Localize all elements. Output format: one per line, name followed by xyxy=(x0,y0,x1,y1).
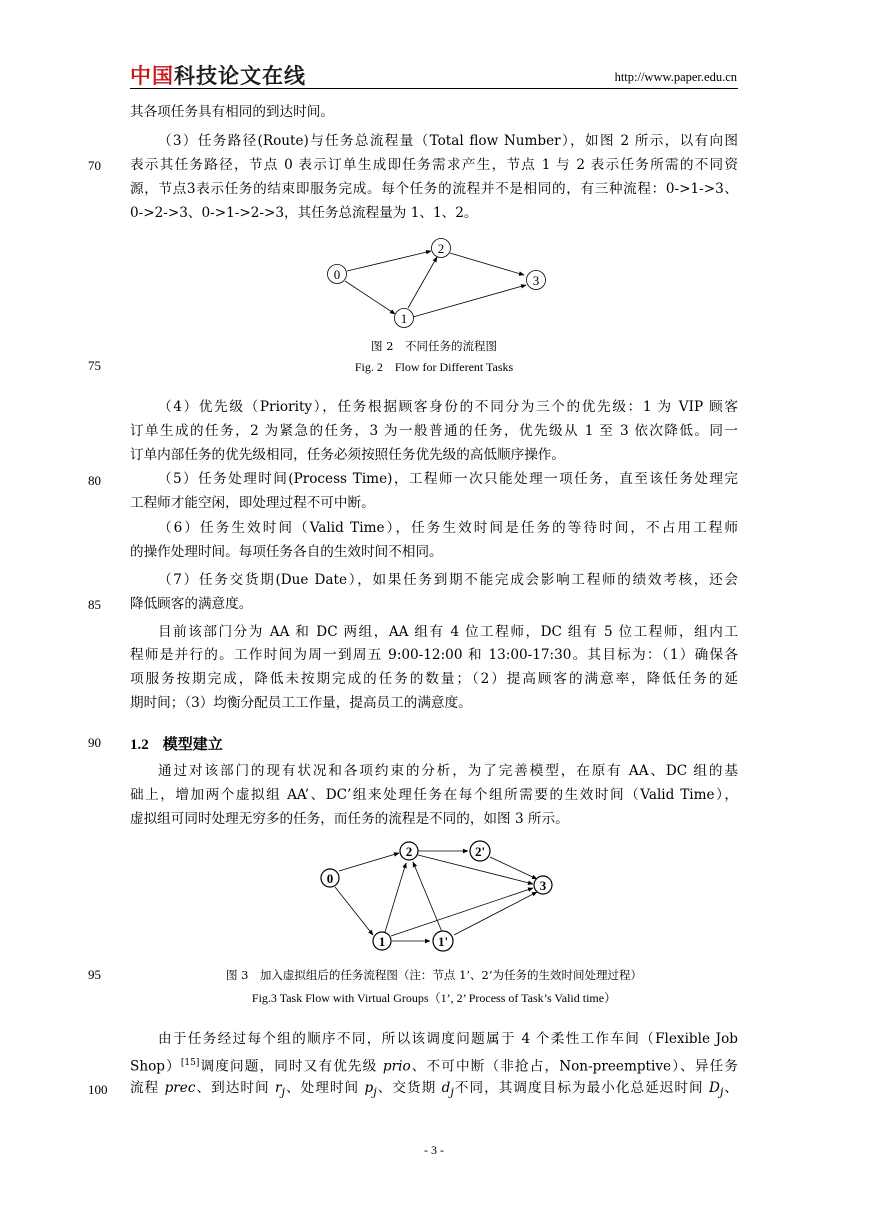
edge-0-2 xyxy=(347,251,431,271)
figure-2-caption-en: Fig. 2 Flow for Different Tasks xyxy=(354,360,514,374)
edge-2p-3 xyxy=(490,857,537,879)
node-0 xyxy=(328,265,347,284)
figure-2-caption-cn: 图 2 不同任务的流程图 xyxy=(371,339,497,353)
edge-1-2 xyxy=(385,863,406,932)
text-line: （4）优先级（Priority），任务根据顾客身份的不同分为三个的优先级：1 为 VIP 顾客 xyxy=(158,399,738,415)
text-line: 订单内部任务的优先级相同，任务必须按照任务优先级的高低顺序操作。 xyxy=(130,447,565,463)
node-1 xyxy=(395,309,414,328)
node-1 xyxy=(373,932,391,950)
svg-text:1: 1 xyxy=(378,934,386,949)
text-line: 订单生成的任务，2 为紧急的任务，3 为一般普通的任务，优先级从 1 至 3 依次降低。同一 xyxy=(130,423,738,439)
text-line: 目前该部门分为 AA 和 DC 两组，AA 组有 4 位工程师，DC 组有 5 位工程师，组内工 xyxy=(158,624,738,640)
edge-0-2 xyxy=(339,853,399,871)
header-divider xyxy=(130,88,738,89)
node-2 xyxy=(400,842,418,860)
edge-1p-2 xyxy=(413,862,442,932)
header-url[interactable]: http://www.paper.edu.cn xyxy=(614,70,737,84)
text-line: Shop）[15]调度问题，同时又有优先级 prio、不可中断（非抢占，Non-preemptive）、异任务 xyxy=(130,1058,738,1075)
edge-2-3 xyxy=(450,253,524,275)
text-line: 的操作处理时间。每项任务各自的生效时间不相同。 xyxy=(130,544,443,560)
line-number: 70 xyxy=(88,158,101,173)
line-number: 75 xyxy=(88,358,101,373)
text-line: 础上，增加两个虚拟组 AA’、DC’组来处理任务在每个组所需要的生效时间（Valid Time）， xyxy=(130,787,738,803)
svg-text:2: 2 xyxy=(405,844,413,859)
text-line: （7）任务交货期(Due Date），如果任务到期不能完成会影响工程师的绩效考核，还会 xyxy=(158,572,738,588)
figure-3-flow-graph xyxy=(300,838,570,958)
text-line: 项服务按期完成，降低未按期完成的任务的数量；（2）提高顾客的满意率，降低任务的延 xyxy=(130,671,738,687)
edge-1-3 xyxy=(391,888,533,936)
citation-ref[interactable]: [15] xyxy=(180,1058,200,1068)
page-number: - 3 - xyxy=(424,1143,444,1157)
node-1-prime xyxy=(433,931,453,951)
text-line: 通过对该部门的现有状况和各项约束的分析，为了完善模型，在原有 AA、DC 组的基 xyxy=(158,763,738,779)
text-line: 工程师才能空闲，即处理过程不可中断。 xyxy=(130,495,375,511)
edge-0-1 xyxy=(345,281,395,314)
text-line: 流程 prec、到达时间 $r_j$、处理时间 $p_j$、交货期 $d_j$不同，其调度目标为最小化总延迟时间 $D_j$、 xyxy=(130,1080,739,1099)
svg-text:0: 0 xyxy=(333,267,341,282)
node-3 xyxy=(527,271,546,290)
text-line: （3）任务路径(Route)与任务总流程量（Total flow Number），如图 2 所示，以有向图 xyxy=(158,133,738,149)
line-number: 100 xyxy=(88,1082,108,1097)
edge-0-1 xyxy=(335,887,373,935)
node-2-prime xyxy=(470,841,490,861)
svg-text:2': 2' xyxy=(474,844,486,859)
text-line: （6）任务生效时间（Valid Time），任务生效时间是任务的等待时间，不占用工程师 xyxy=(158,520,738,536)
text-line: 由于任务经过每个组的顺序不同，所以该调度问题属于 4 个柔性工作车间（Flexible Job xyxy=(158,1031,738,1047)
line-number: 95 xyxy=(88,967,101,982)
figure-2-flow-graph xyxy=(300,228,570,338)
text-line: 降低顾客的满意度。 xyxy=(130,596,253,612)
node-2 xyxy=(432,239,451,258)
line-number: 80 xyxy=(88,473,101,488)
line-number: 90 xyxy=(88,735,101,750)
text-line: 0->2->3、0->1->2->3，其任务总流程量为 1、1、2。 xyxy=(130,205,478,221)
svg-text:3: 3 xyxy=(539,878,547,893)
text-line: 表示其任务路径，节点 0 表示订单生成即任务需求产生，节点 1 与 2 表示任务所需的不同资 xyxy=(130,157,738,173)
line-number: 85 xyxy=(88,597,101,612)
section-heading: 1.2 模型建立 xyxy=(130,735,223,753)
node-3 xyxy=(534,876,552,894)
journal-logo: 中国科技论文在线 xyxy=(130,64,306,88)
figure-3-caption-en: Fig.3 Task Flow with Virtual Groups（1’, 2’ Process of Task’s Valid time） xyxy=(251,991,617,1005)
svg-text:0: 0 xyxy=(326,871,334,886)
edge-1p-3 xyxy=(454,892,537,935)
svg-text:2: 2 xyxy=(437,241,445,256)
text-line: 其各项任务具有相同的到达时间。 xyxy=(130,104,334,120)
text-line: 源，节点3表示任务的结束即服务完成。每个任务的流程并不是相同的，有三种流程：0->1->3、 xyxy=(130,181,738,197)
edge-1-3 xyxy=(413,285,526,317)
text-line: 程师是并行的。工作时间为周一到周五 9:00-12:00 和 13:00-17:30。其目标为：（1）确保各 xyxy=(130,647,738,663)
text-line: 虚拟组可同时处理无穷多的任务，而任务的流程是不同的，如图 3 所示。 xyxy=(130,811,569,827)
figure-3-caption-cn: 图 3 加入虚拟组后的任务流程图（注：节点 1’、2’为任务的生效时间处理过程） xyxy=(225,968,643,982)
text-line: （5）任务处理时间(Process Time)，工程师一次只能处理一项任务，直至该任务处理完 xyxy=(158,471,738,487)
text-line: 期时间；（3）均衡分配员工工作量，提高员工的满意度。 xyxy=(130,695,472,711)
node-0 xyxy=(321,869,339,887)
svg-text:1: 1 xyxy=(400,311,408,326)
svg-text:3: 3 xyxy=(532,273,540,288)
svg-text:1': 1' xyxy=(437,934,449,949)
edge-1-2 xyxy=(408,257,437,308)
